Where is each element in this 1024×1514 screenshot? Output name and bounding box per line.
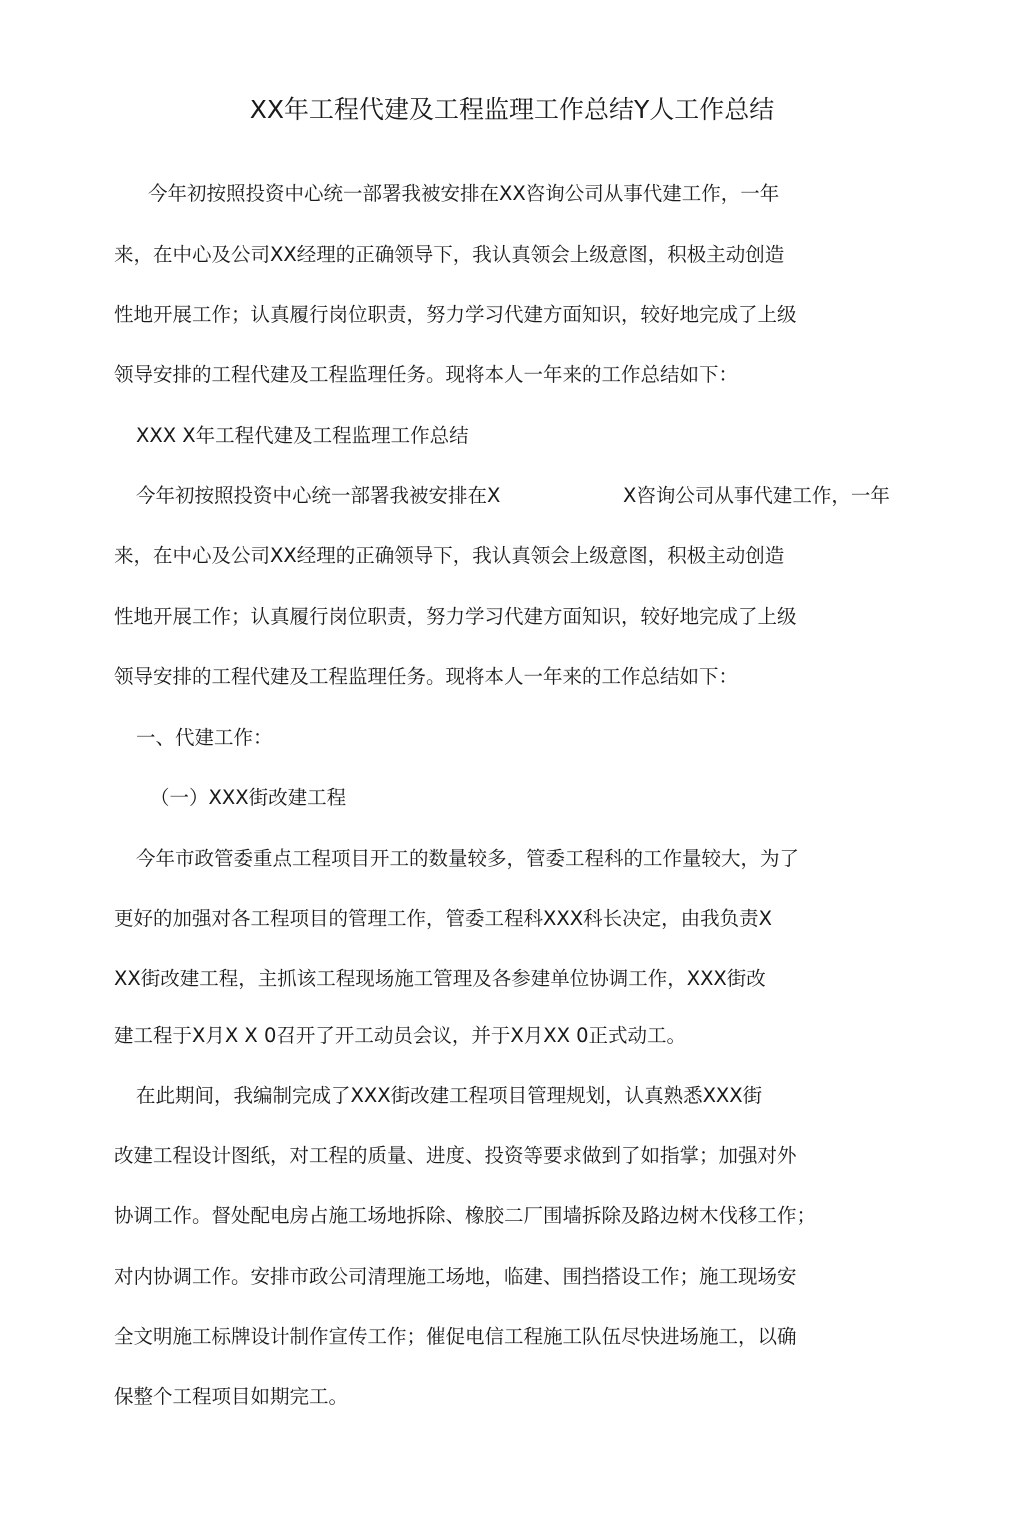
paragraph-line: 建工程于X月X X 0召开了开工动员会议，并于X月XX 0正式动工。 [114, 1024, 687, 1047]
paragraph-line: 来，在中心及公司XX经理的正确领导下，我认真领会上级意图，积极主动创造 [114, 243, 785, 266]
document-title: XX年工程代建及工程监理工作总结Y人工作总结 [249, 95, 775, 124]
paragraph-line: 更好的加强对各工程项目的管理工作，管委工程科XXX科长决定，由我负责X [114, 907, 772, 930]
paragraph-line: 在此期间，我编制完成了XXX街改建工程项目管理规划，认真熟悉XXX街 [136, 1084, 763, 1107]
paragraph-line: 协调工作。督处配电房占施工场地拆除、橡胶二厂围墙拆除及路边树木伐移工作； [114, 1204, 817, 1227]
paragraph-line: 改建工程设计图纸，对工程的质量、进度、投资等要求做到了如指掌；加强对外 [114, 1144, 797, 1167]
paragraph-line: 来，在中心及公司XX经理的正确领导下，我认真领会上级意图，积极主动创造 [114, 544, 785, 567]
subsection-heading: （一）XXX街改建工程 [150, 786, 347, 809]
paragraph-line: 今年初按照投资中心统一部署我被安排在XX咨询公司从事代建工作，一年 [148, 182, 780, 205]
paragraph-line: 保整个工程项目如期完工。 [114, 1385, 349, 1408]
paragraph-line: 性地开展工作；认真履行岗位职责，努力学习代建方面知识，较好地完成了上级 [114, 605, 797, 628]
paragraph-line: X咨询公司从事代建工作，一年 [623, 484, 890, 507]
paragraph-line: 领导安排的工程代建及工程监理任务。现将本人一年来的工作总结如下： [114, 363, 739, 386]
paragraph-line: XX街改建工程，主抓该工程现场施工管理及各参建单位协调工作，XXX街改 [114, 967, 766, 990]
paragraph-line: 对内协调工作。安排市政公司清理施工场地，临建、围挡搭设工作；施工现场安 [114, 1265, 797, 1288]
paragraph-line: 今年市政管委重点工程项目开工的数量较多，管委工程科的工作量较大，为了 [136, 847, 800, 870]
section-heading: XXX X年工程代建及工程监理工作总结 [136, 424, 469, 447]
paragraph-line: 性地开展工作；认真履行岗位职责，努力学习代建方面知识，较好地完成了上级 [114, 303, 797, 326]
paragraph-line: 全文明施工标牌设计制作宣传工作；催促电信工程施工队伍尽快进场施工，以确 [114, 1325, 797, 1348]
paragraph-line: 领导安排的工程代建及工程监理任务。现将本人一年来的工作总结如下： [114, 665, 739, 688]
paragraph-line: 今年初按照投资中心统一部署我被安排在X [136, 484, 501, 507]
section-heading: 一、代建工作： [136, 726, 273, 749]
